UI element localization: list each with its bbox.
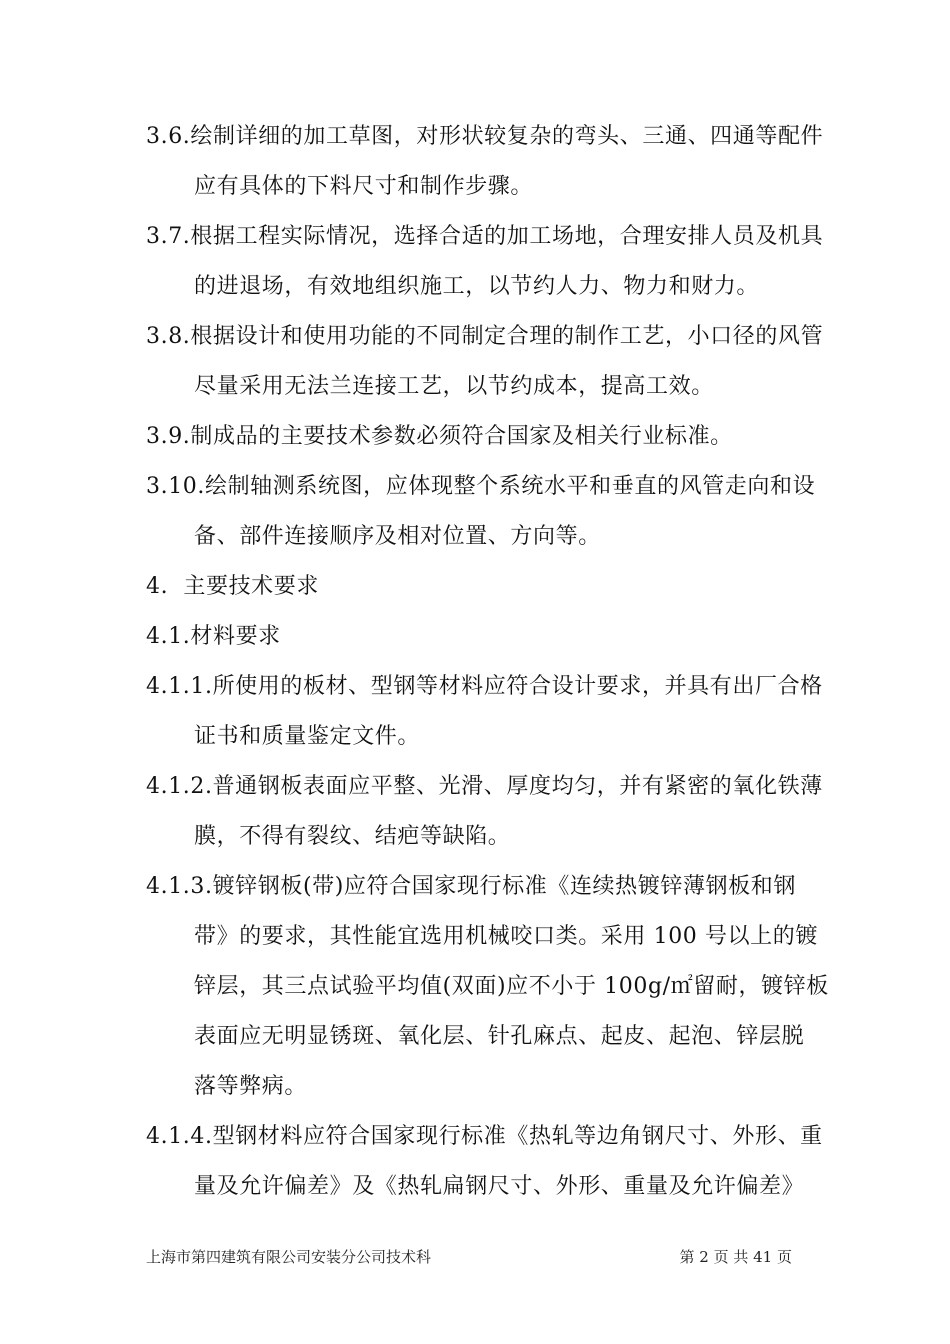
text-line: 3.10.绘制轴测系统图，应体现整个系统水平和垂直的风管走向和设 [146,474,816,499]
text-line: 落等弊病。 [194,1074,308,1099]
section-heading-4 [146,562,810,612]
text-line: 4.1.4.型钢材料应符合国家现行标准《热轧等边角钢尺寸、外形、重 [146,1124,823,1149]
text-line: 的进退场，有效地组织施工，以节约人力、物力和财力。 [194,274,760,299]
text-line: 量及允许偏差》及《热轧扁钢尺寸、外形、重量及允许偏差》 [194,1174,805,1199]
paragraph-4-1-3 [146,862,829,1112]
text-line: 4.1.2.普通钢板表面应平整、光滑、厚度均匀，并有紧密的氧化铁薄 [146,774,823,799]
text-line: 备、部件连接顺序及相对位置、方向等。 [194,524,601,549]
text-line: 4. 主要技术要求 [146,574,319,599]
footer-page-number: 第 2 页 共 41 页 [679,1248,792,1266]
paragraph-3-6 [146,112,824,212]
subsection-heading-4-1 [146,612,810,662]
document-body [146,112,829,1212]
text-line: 4.1.1.所使用的板材、型钢等材料应符合设计要求，并具有出厂合格 [146,674,823,699]
text-line: 3.8.根据设计和使用功能的不同制定合理的制作工艺，小口径的风管 [146,324,824,349]
text-line: 4.1.3.镀锌钢板(带)应符合国家现行标准《连续热镀锌薄钢板和钢 [146,874,796,899]
text-line: 3.7.根据工程实际情况，选择合适的加工场地，合理安排人员及机具 [146,224,824,249]
paragraph-3-9 [146,412,810,462]
text-line: 3.6.绘制详细的加工草图，对形状较复杂的弯头、三通、四通等配件 [146,124,824,149]
paragraph-3-7 [146,212,824,312]
paragraph-4-1-2 [146,762,823,862]
text-line: 3.9.制成品的主要技术参数必须符合国家及相关行业标准。 [146,424,733,449]
paragraph-4-1-1 [146,662,823,762]
text-line: 膜，不得有裂纹、结疤等缺陷。 [194,824,511,849]
text-line: 应有具体的下料尺寸和制作步骤。 [194,174,534,199]
page-footer [146,1246,810,1270]
footer-company: 上海市第四建筑有限公司安装分公司技术科 [146,1248,432,1266]
text-line: 尽量采用无法兰连接工艺，以节约成本，提高工效。 [194,374,714,399]
paragraph-3-10 [146,462,816,562]
text-line: 锌层，其三点试验平均值(双面)应不小于 100g/㎡留耐，镀锌板 [194,974,829,999]
paragraph-4-1-4 [146,1112,823,1212]
paragraph-3-8 [146,312,824,412]
text-line: 带》的要求，其性能宜选用机械咬口类。采用 100 号以上的镀 [194,924,818,949]
text-line: 表面应无明显锈斑、氧化层、针孔麻点、起皮、起泡、锌层脱 [194,1024,805,1049]
text-line: 证书和质量鉴定文件。 [194,724,421,749]
text-line: 4.1.材料要求 [146,624,281,649]
